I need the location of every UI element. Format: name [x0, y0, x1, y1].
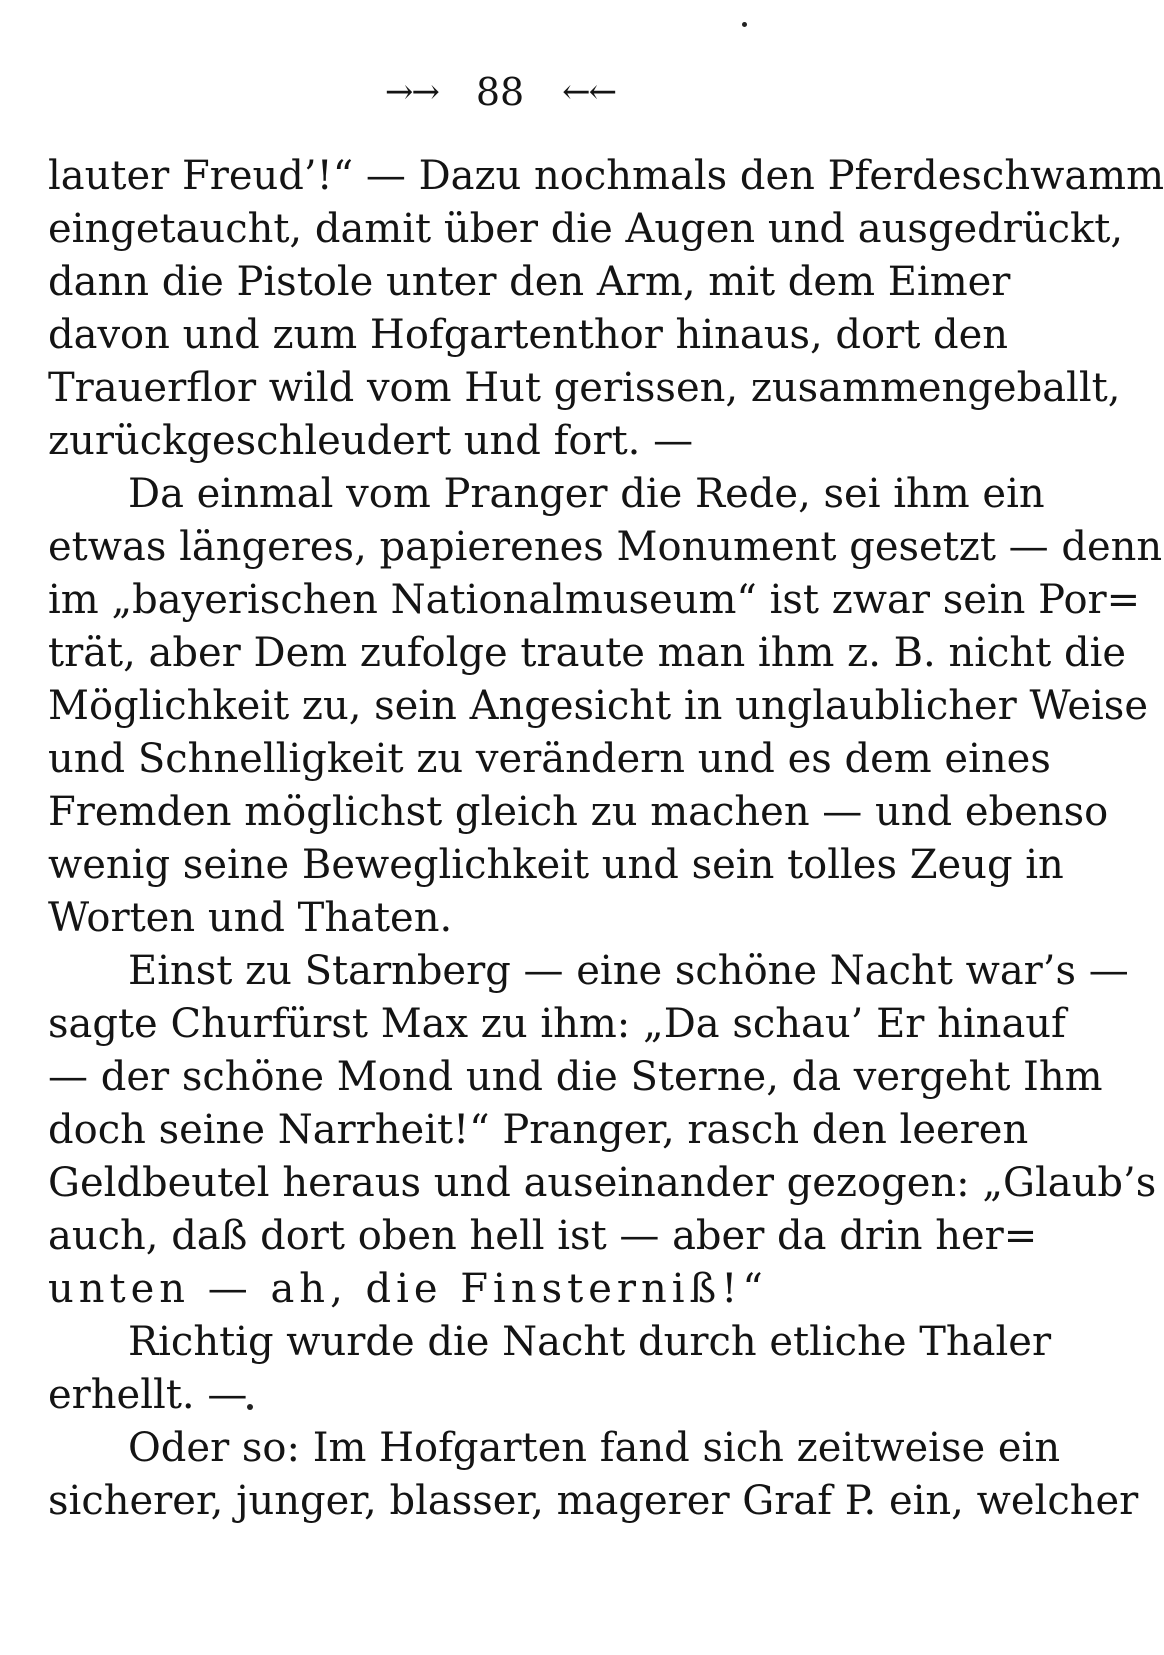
text-line: im „bayerischen Nationalmuseum“ ist zwar sein Por=: [48, 577, 1141, 623]
text-line: wenig seine Beweglichkeit und sein tolles Zeug in: [48, 842, 1064, 888]
text-line: auch, daß dort oben hell ist — aber da drin her=: [48, 1213, 1038, 1259]
text-line: etwas längeres, papierenes Monument gesetzt — denn: [48, 524, 1163, 570]
text-line: Da einmal vom Pranger die Rede, sei ihm ein: [128, 471, 1045, 517]
right-arrow-ornament-icon: →→: [384, 72, 438, 112]
text-line: Geldbeutel heraus und auseinander gezogen: „Glaub’s: [48, 1160, 1157, 1206]
text-line: doch seine Narrheit!“ Pranger, rasch den leeren: [48, 1107, 1029, 1153]
text-line: sagte Churfürst Max zu ihm: „Da schau’ Er hinauf: [48, 1001, 1066, 1047]
page-header: [0, 62, 1000, 122]
text-line: davon und zum Hofgartenthor hinaus, dort den: [48, 312, 1009, 358]
print-speck: [247, 1404, 253, 1410]
text-line: eingetaucht, damit über die Augen und ausgedrückt,: [48, 206, 1124, 252]
text-line: Richtig wurde die Nacht durch etliche Thaler: [128, 1319, 1052, 1365]
text-line: unten — ah, die Finsterniß!“: [48, 1266, 768, 1312]
text-line: Oder so: Im Hofgarten fand sich zeitweise ein: [128, 1425, 1061, 1471]
text-line: Trauerflor wild vom Hut gerissen, zusammengeballt,: [48, 365, 1121, 411]
text-line: lauter Freud’!“ — Dazu nochmals den Pferdeschwamm: [48, 153, 1164, 199]
text-line: trät, aber Dem zufolge traute man ihm z. B. nicht die: [48, 630, 1127, 676]
text-line: Einst zu Starnberg — eine schöne Nacht war’s —: [128, 948, 1129, 994]
text-line: erhellt. —: [48, 1372, 248, 1418]
text-line: Fremden möglichst gleich zu machen — und ebenso: [48, 789, 1109, 835]
text-line: zurückgeschleudert und fort. —: [48, 418, 694, 464]
text-line: Worten und Thaten.: [48, 895, 453, 941]
left-arrow-ornament-icon: ←←: [562, 72, 616, 112]
print-speck: [742, 22, 747, 27]
text-line: dann die Pistole unter den Arm, mit dem Eimer: [48, 259, 1011, 305]
text-line: und Schnelligkeit zu verändern und es dem eines: [48, 736, 1051, 782]
page-number: 88: [475, 70, 525, 114]
text-line: Möglichkeit zu, sein Angesicht in unglaublicher Weise: [48, 683, 1148, 729]
body-text: [48, 150, 1164, 1528]
text-line: — der schöne Mond und die Sterne, da vergeht Ihm: [48, 1054, 1103, 1100]
text-line: sicherer, junger, blasser, magerer Graf P. ein, welcher: [48, 1478, 1139, 1524]
